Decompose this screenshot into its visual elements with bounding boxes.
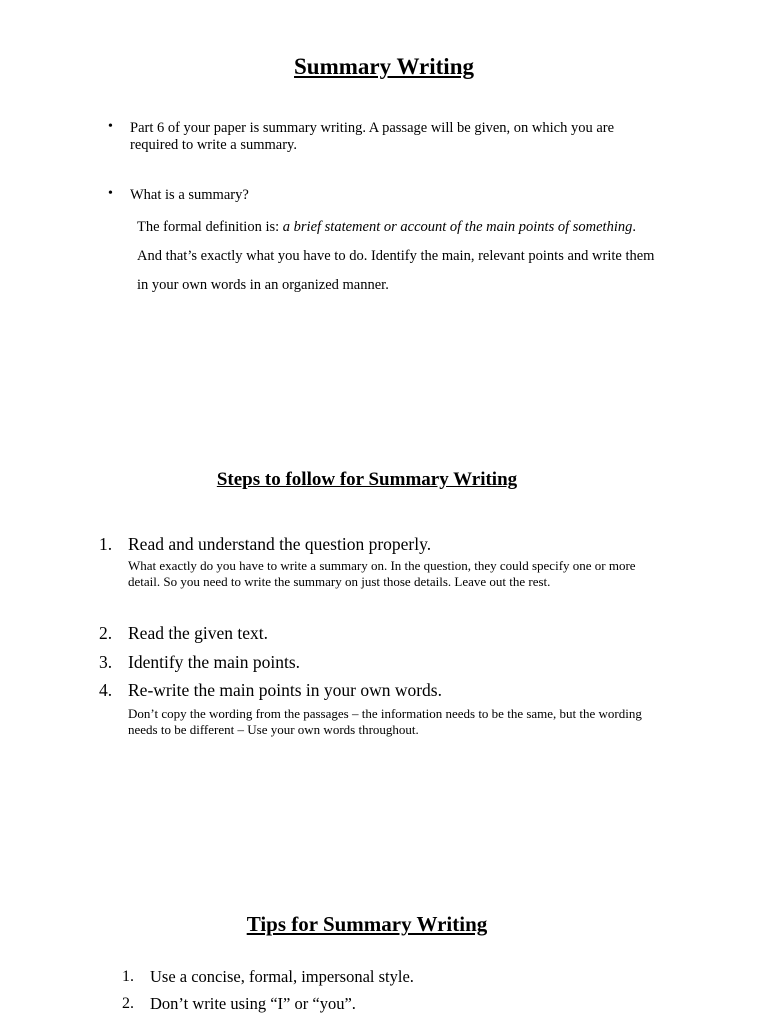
- intro-bullet-1: Part 6 of your paper is summary writing. A passage will be given, on which you are required to write a summary.: [130, 120, 615, 153]
- definition-paragraph: [137, 213, 657, 300]
- step-text: Read and understand the question properly.: [128, 534, 432, 554]
- step-text: Identify the main points.: [128, 652, 301, 672]
- tip-number: 2.: [122, 995, 134, 1012]
- intro-bullet-2: What is a summary?: [130, 187, 249, 203]
- tip-text: Don’t write using “I” or “you”.: [150, 994, 356, 1013]
- step-number: 4.: [99, 680, 113, 700]
- bullet-icon: •: [108, 186, 113, 201]
- definition-rest: . And that’s exactly what you have to do. Identify the main, relevant points and write them in your own words in an organized manner.: [137, 219, 655, 293]
- step-note: Don’t copy the wording from the passages – the information needs to be the same, but the wording needs to be different – Use your own words throughout.: [128, 706, 642, 737]
- page-title: Summary Writing: [294, 54, 474, 79]
- tip-text: Use a concise, formal, impersonal style.: [150, 967, 414, 986]
- definition-italic: a brief statement or account of the main points of something: [282, 219, 633, 235]
- step-text: Read the given text.: [128, 623, 268, 643]
- steps-heading: Steps to follow for Summary Writing: [216, 469, 518, 490]
- definition-lead: The formal definition is:: [137, 219, 283, 235]
- step-number: 2.: [99, 623, 113, 643]
- step-number: 3.: [99, 652, 113, 672]
- step-note: What exactly do you have to write a summary on. In the question, they could specify one or more detail. So you need to write the summary on just those details. Leave out the rest.: [128, 558, 636, 589]
- step-number: 1.: [99, 534, 113, 554]
- step-text: Re-write the main points in your own words.: [128, 680, 442, 700]
- bullet-icon: •: [108, 119, 113, 134]
- tip-number: 1.: [122, 968, 134, 985]
- tips-heading: Tips for Summary Writing: [246, 912, 488, 936]
